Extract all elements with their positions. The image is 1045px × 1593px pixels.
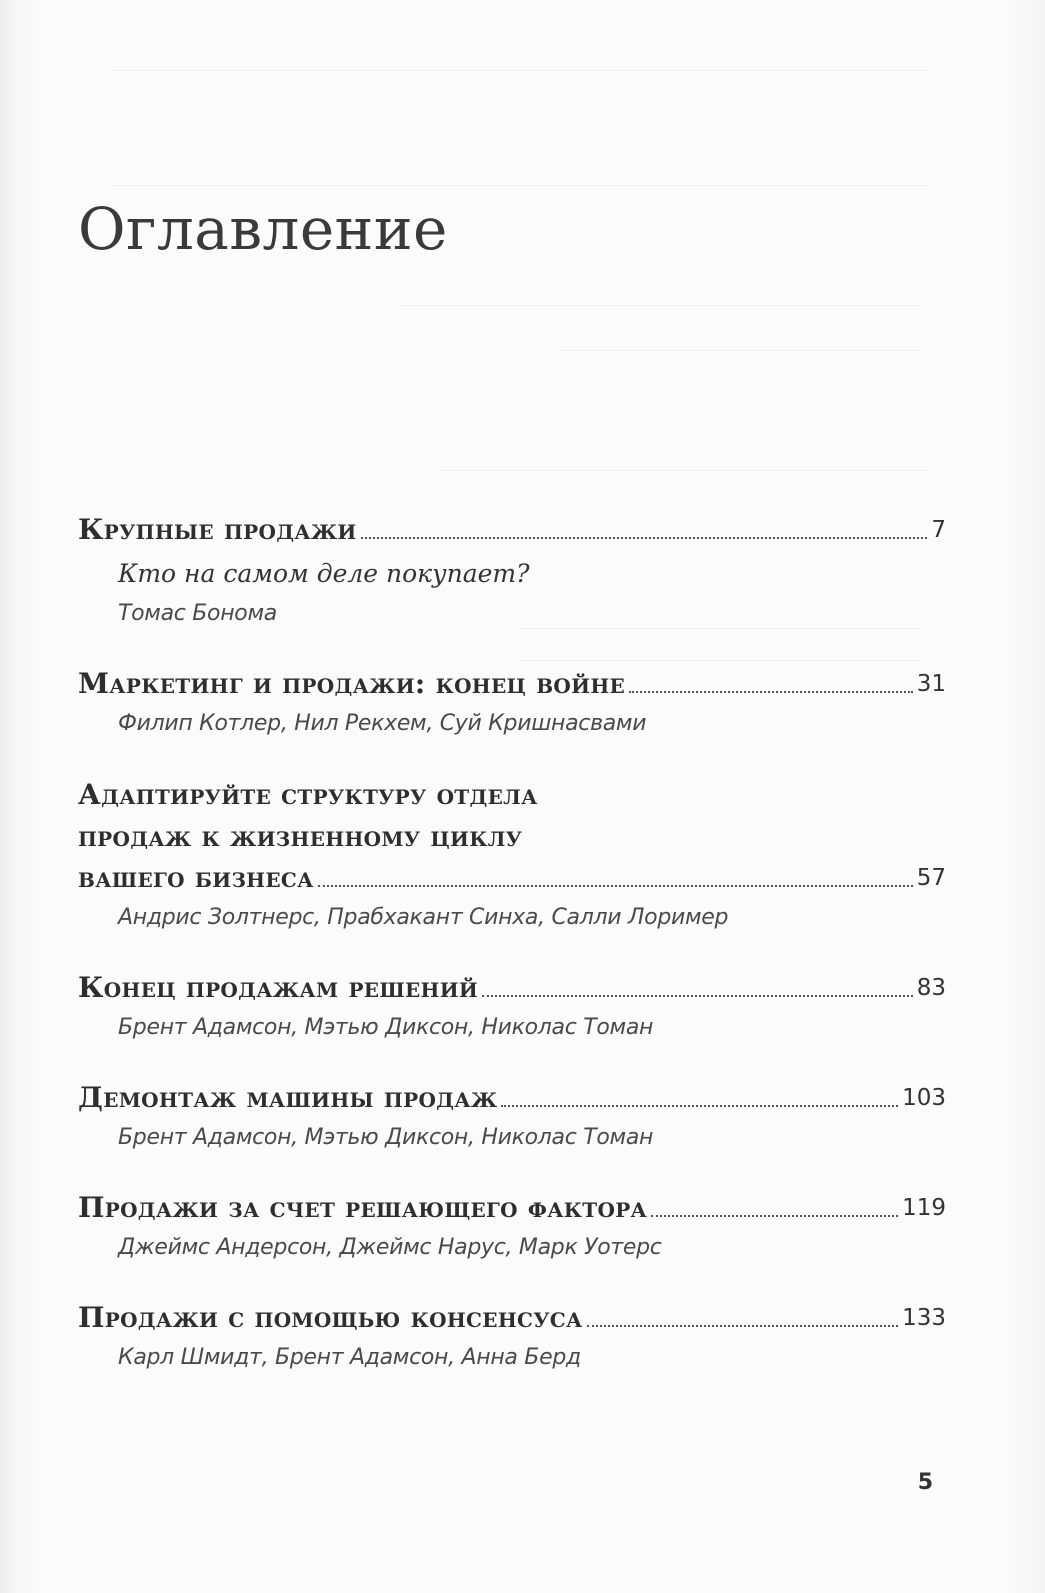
toc-entry-title: Конец продажам решений — [78, 971, 479, 1004]
toc-page-number: 31 — [916, 671, 946, 697]
toc-entry-authors: Томас Бонома — [118, 601, 277, 626]
show-through-line — [110, 185, 930, 186]
toc-entry-authors: Филип Котлер, Нил Рекхем, Суй Кришнасвами — [118, 711, 647, 736]
toc-entry-title: Продажи с помощью консенсуса — [78, 1301, 583, 1334]
toc-entry-title: Демонтаж машины продаж — [78, 1081, 498, 1114]
toc-heading-row — [78, 858, 946, 898]
dot-leader — [629, 691, 913, 693]
toc-page-number: 119 — [902, 1195, 946, 1221]
page-title: Оглавление — [78, 195, 448, 263]
toc-entry-title-line: вашего бизнеса — [78, 861, 314, 894]
toc-entry — [78, 1188, 946, 1266]
toc-heading-row — [78, 664, 946, 704]
toc-entry-authors: Джеймс Андерсон, Джеймс Нарус, Марк Уотерс — [118, 1235, 662, 1260]
toc-entry-title: Продажи за счет решающего фактора — [78, 1191, 648, 1224]
toc-page-number: 57 — [916, 865, 946, 891]
toc-heading-row — [78, 1078, 946, 1118]
toc-page-number: 7 — [931, 517, 946, 543]
toc-heading-row — [78, 510, 946, 550]
toc-entry-title: Крупные продажи — [78, 513, 357, 546]
toc-page-number: 103 — [902, 1085, 946, 1111]
show-through-line — [110, 70, 930, 71]
toc-heading-row — [78, 1188, 946, 1228]
toc-heading-row — [78, 968, 946, 1008]
show-through-line — [440, 470, 930, 471]
dot-leader — [318, 885, 913, 887]
toc-page-number: 83 — [916, 975, 946, 1001]
toc-entry-title-line: Адаптируйте структуру отдела — [78, 778, 538, 811]
toc-entry — [78, 664, 946, 742]
toc-page-number: 133 — [902, 1305, 946, 1331]
show-through-line — [560, 350, 920, 351]
dot-leader — [482, 995, 913, 997]
toc-entry — [78, 968, 946, 1046]
dot-leader — [361, 537, 928, 539]
toc-entry-title: Маркетинг и продажи: конец войне — [78, 667, 626, 700]
page-number-folio: 5 — [917, 1470, 933, 1495]
show-through-line — [400, 305, 920, 306]
dot-leader — [587, 1325, 899, 1327]
toc-entry-authors: Андрис Золтнерс, Прабхакант Синха, Салли Лоример — [118, 905, 729, 930]
toc-entry — [78, 510, 946, 632]
toc-entry-authors: Карл Шмидт, Брент Адамсон, Анна Берд — [118, 1345, 581, 1370]
toc-entry — [78, 1078, 946, 1156]
dot-leader — [651, 1215, 898, 1217]
toc-entry-title-line: продаж к жизненному циклу — [78, 820, 523, 853]
toc-heading-row — [78, 1298, 946, 1338]
toc-entry-authors: Брент Адамсон, Мэтью Диксон, Николас Томан — [118, 1125, 654, 1150]
toc-entry — [78, 774, 946, 936]
toc-entry-subtitle: Кто на самом деле покупает? — [118, 559, 530, 588]
toc-entry-authors: Брент Адамсон, Мэтью Диксон, Николас Томан — [118, 1015, 654, 1040]
table-of-contents — [78, 510, 946, 1376]
dot-leader — [501, 1105, 898, 1107]
toc-entry — [78, 1298, 946, 1376]
